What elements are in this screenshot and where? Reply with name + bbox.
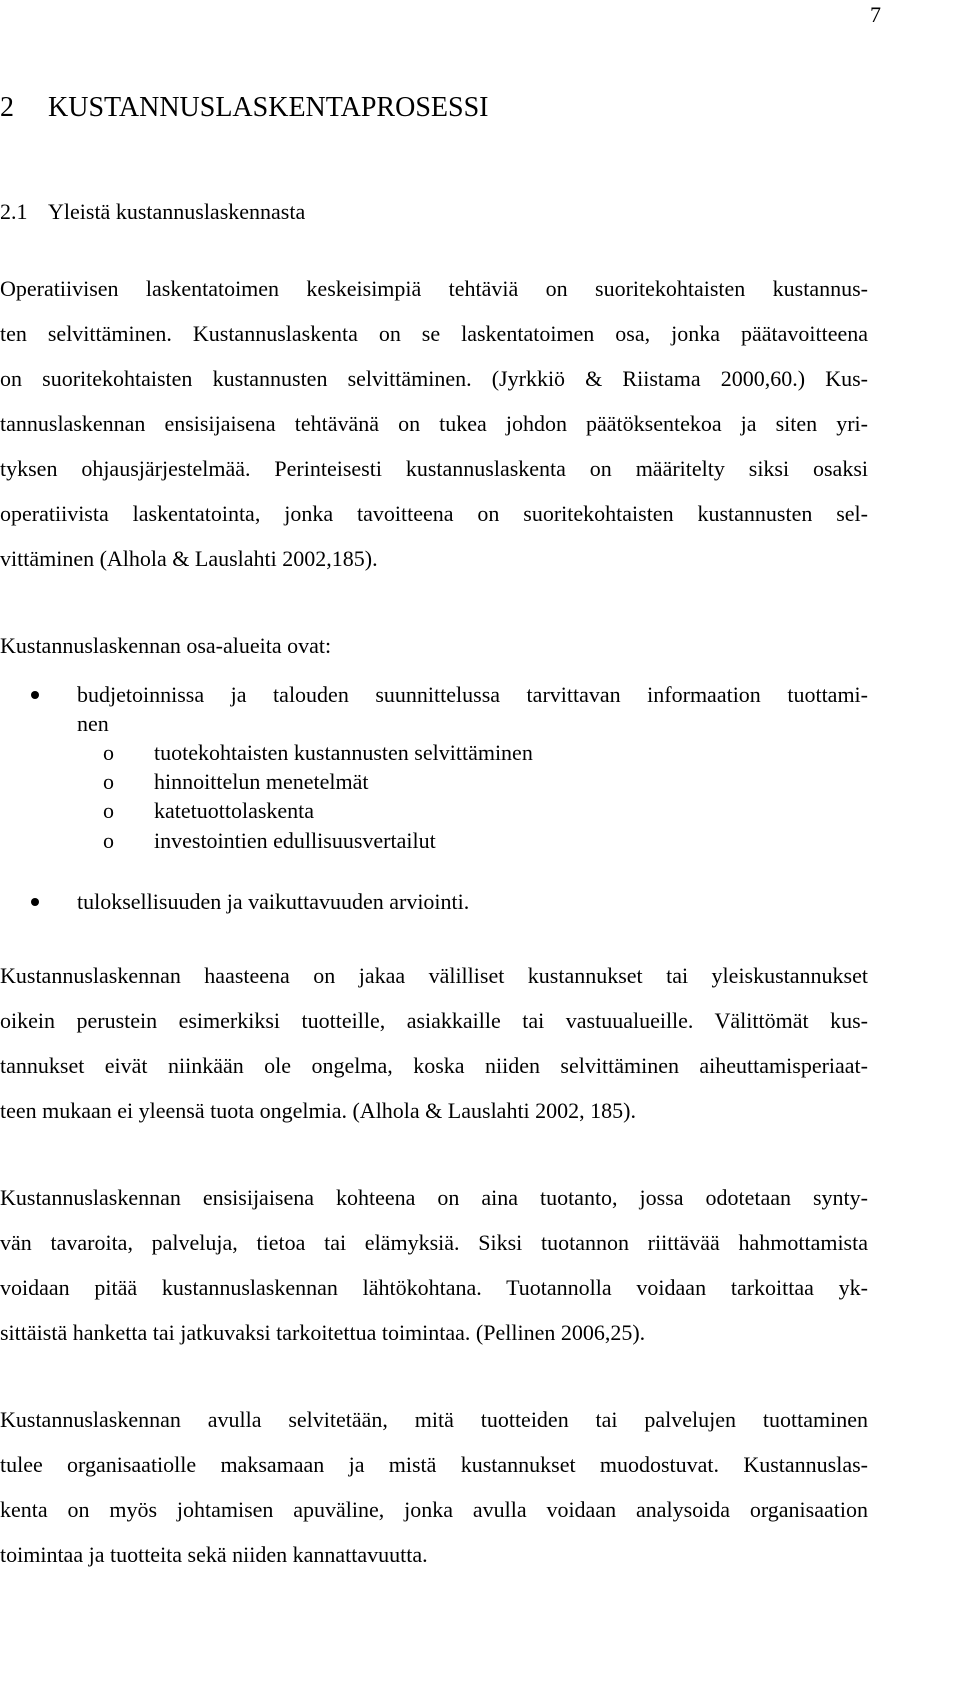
paragraph-line: Kustannuslaskennan haasteena on jakaa välilliset kustannukset tai yleiskustannukset (0, 963, 868, 988)
list-item-line: budjetoinnissa ja talouden suunnittelussa tarvittavan informaation tuottami- (77, 682, 868, 707)
paragraph-line: operatiivista laskentatointa, jonka tavoitteena on suoritekohtaisten kustannusten sel- (0, 501, 868, 526)
section-number: 2.1 (0, 199, 28, 224)
paragraph-line: tannuslaskennan ensisijaisena tehtävänä on tukea johdon päätöksentekoa ja siten yri- (0, 411, 868, 436)
paragraph-line: voidaan pitää kustannuslaskennan lähtökohtana. Tuotannolla voidaan tarkoittaa yk- (0, 1275, 868, 1300)
sub-list-item: katetuottolaskenta (154, 798, 315, 823)
circle-bullet-icon: o (103, 769, 114, 794)
chapter-number: 2 (0, 92, 14, 123)
bullet-icon (31, 691, 39, 699)
circle-bullet-icon: o (103, 828, 114, 853)
sub-list-item: tuotekohtaisten kustannusten selvittäminen (154, 740, 533, 765)
paragraph-line: teen mukaan ei yleensä tuota ongelmia. (Alhola & Lauslahti 2002, 185). (0, 1098, 636, 1123)
section-heading (0, 197, 305, 227)
paragraph-line: toimintaa ja tuotteita sekä niiden kannattavuutta. (0, 1542, 428, 1567)
paragraph-line: tyksen ohjausjärjestelmää. Perinteisesti kustannuslaskenta on määritelty siksi osaksi (0, 456, 868, 481)
sub-list-item: hinnoittelun menetelmät (154, 769, 369, 794)
paragraph-line: Kustannuslaskennan ensisijaisena kohteena on aina tuotanto, jossa odotetaan synty- (0, 1185, 868, 1210)
circle-bullet-icon: o (103, 740, 114, 765)
paragraph-line: vän tavaroita, palveluja, tietoa tai elämyksiä. Siksi tuotannon riittävää hahmottamista (0, 1230, 868, 1255)
page-number: 7 (870, 2, 881, 27)
paragraph-line: tannukset eivät niinkään ole ongelma, koska niiden selvittäminen aiheuttamisperiaat- (0, 1053, 868, 1078)
list-item-line: tuloksellisuuden ja vaikuttavuuden arviointi. (77, 889, 470, 914)
paragraph-line: on suoritekohtaisten kustannusten selvittäminen. (Jyrkkiö & Riistama 2000,60.) Kus- (0, 366, 868, 391)
sub-list-item: investointien edullisuusvertailut (154, 828, 436, 853)
list-item-line: nen (77, 711, 109, 736)
paragraph-line: sittäistä hanketta tai jatkuvaksi tarkoitettua toimintaa. (Pellinen 2006,25). (0, 1320, 646, 1345)
circle-bullet-icon: o (103, 798, 114, 823)
paragraph-line: ten selvittäminen. Kustannuslaskenta on se laskentatoimen osa, jonka päätavoitteena (0, 321, 868, 346)
chapter-title: KUSTANNUSLASKENTAPROSESSI (48, 92, 489, 123)
paragraph-line: Operatiivisen laskentatoimen keskeisimpiä tehtäviä on suoritekohtaisten kustannus- (0, 276, 868, 301)
list-intro: Kustannuslaskennan osa-alueita ovat: (0, 633, 332, 658)
paragraph-line: vittäminen (Alhola & Lauslahti 2002,185). (0, 546, 378, 571)
paragraph-line: tulee organisaatiolle maksamaan ja mistä kustannukset muodostuvat. Kustannuslas- (0, 1452, 868, 1477)
paragraph-line: Kustannuslaskennan avulla selvitetään, mitä tuotteiden tai palvelujen tuottaminen (0, 1407, 868, 1432)
bullet-icon (31, 898, 39, 906)
section-title: Yleistä kustannuslaskennasta (48, 199, 306, 224)
paragraph-line: oikein perustein esimerkiksi tuotteille, asiakkaille tai vastuualueille. Välittömät kus- (0, 1008, 868, 1033)
paragraph-line: kenta on myös johtamisen apuväline, jonka avulla voidaan analysoida organisaation (0, 1497, 868, 1522)
chapter-heading (0, 91, 488, 125)
